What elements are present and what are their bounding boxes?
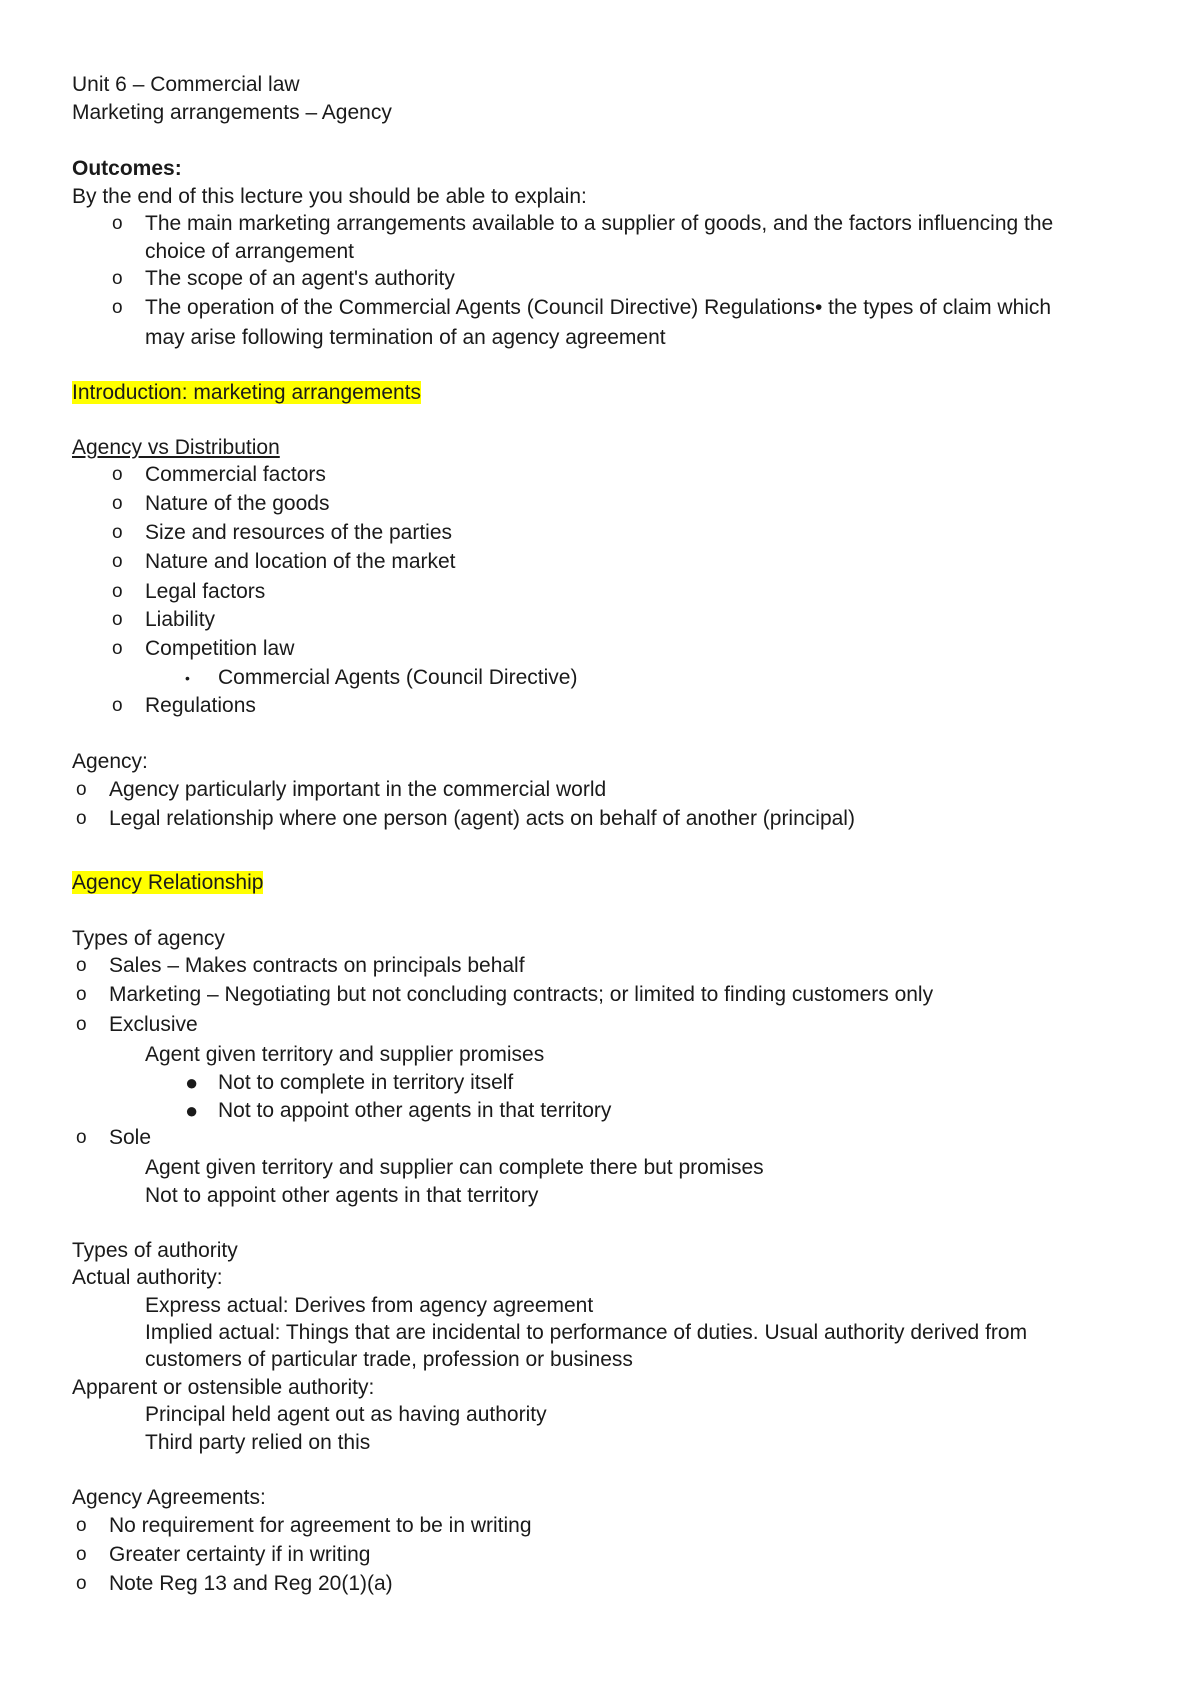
agreement-item-2: Greater certainty if in writing: [109, 1543, 371, 1566]
list-marker-circle: o: [112, 268, 123, 289]
sole-description-1: Agent given territory and supplier can complete there but promises: [145, 1156, 764, 1179]
apparent-authority-label: Apparent or ostensible authority:: [72, 1376, 375, 1399]
list-marker-circle: o: [112, 522, 123, 543]
exclusive-promise-1: Not to complete in territory itself: [218, 1071, 514, 1094]
relationship-heading: [72, 869, 263, 897]
implied-actual-cont: customers of particular trade, profession or business: [145, 1348, 633, 1371]
list-marker-circle: o: [112, 297, 123, 318]
list-marker-circle: o: [112, 213, 123, 234]
factor-item-8: Regulations: [145, 694, 256, 717]
agency-type-marketing: Marketing – Negotiating but not concluding contracts; or limited to finding customers only: [109, 983, 934, 1006]
list-marker-circle: o: [112, 695, 123, 716]
list-marker-circle: o: [76, 1014, 87, 1035]
list-marker-bullet: ●: [185, 1070, 199, 1095]
implied-actual: Implied actual: Things that are incidental to performance of duties. Usual authority derived from: [145, 1321, 1028, 1344]
list-marker-dot: •: [185, 670, 190, 686]
outcome-item-2: The scope of an agent's authority: [145, 267, 455, 290]
agreement-item-1: No requirement for agreement to be in writing: [109, 1514, 532, 1537]
factor-item-2: Nature of the goods: [145, 492, 330, 515]
outcomes-heading: Outcomes:: [72, 157, 182, 180]
factor-item-7: Competition law: [145, 637, 295, 660]
actual-authority-label: Actual authority:: [72, 1266, 223, 1289]
list-marker-circle: o: [112, 638, 123, 659]
factor-item-6: Liability: [145, 608, 216, 631]
agency-vs-distribution-subheading: Agency vs Distribution: [72, 436, 280, 459]
document-subtitle: Marketing arrangements – Agency: [72, 101, 392, 124]
agency-label: Agency:: [72, 750, 148, 773]
apparent-item-1: Principal held agent out as having authority: [145, 1403, 547, 1426]
unit-title: Unit 6 – Commercial law: [72, 73, 300, 96]
agency-item-1: Agency particularly important in the commercial world: [109, 778, 607, 801]
list-marker-circle: o: [76, 1544, 87, 1565]
intro-heading: [72, 379, 421, 407]
express-actual: Express actual: Derives from agency agreement: [145, 1294, 594, 1317]
types-of-authority-label: Types of authority: [72, 1239, 238, 1262]
list-marker-circle: o: [112, 493, 123, 514]
agency-agreements-label: Agency Agreements:: [72, 1486, 266, 1509]
apparent-item-2: Third party relied on this: [145, 1431, 371, 1454]
list-marker-circle: o: [76, 1573, 87, 1594]
exclusive-description: Agent given territory and supplier promises: [145, 1043, 545, 1066]
factor-item-4: Nature and location of the market: [145, 550, 456, 573]
list-marker-circle: o: [76, 808, 87, 829]
list-marker-circle: o: [76, 984, 87, 1005]
list-marker-circle: o: [76, 1515, 87, 1536]
list-marker-circle: o: [76, 779, 87, 800]
outcome-item-3: The operation of the Commercial Agents (Council Directive) Regulations• the types of claim which: [145, 296, 1052, 319]
outcome-item-3-cont: may arise following termination of an agency agreement: [145, 326, 666, 349]
agency-type-sales: Sales – Makes contracts on principals behalf: [109, 954, 525, 977]
sole-description-2: Not to appoint other agents in that territory: [145, 1184, 539, 1207]
agency-type-sole: Sole: [109, 1126, 152, 1149]
outcome-item-1: The main marketing arrangements available to a supplier of goods, and the factors influencing the: [145, 212, 1054, 235]
outcomes-intro: By the end of this lecture you should be able to explain:: [72, 185, 587, 208]
highlighted-heading: Agency Relationship: [72, 871, 264, 894]
list-marker-circle: o: [76, 1127, 87, 1148]
list-marker-circle: o: [112, 551, 123, 572]
agency-item-2: Legal relationship where one person (agent) acts on behalf of another (principal): [109, 807, 855, 830]
list-marker-circle: o: [112, 609, 123, 630]
highlighted-heading: Introduction: marketing arrangements: [72, 381, 422, 404]
list-marker-bullet: ●: [185, 1098, 199, 1123]
factor-item-5: Legal factors: [145, 580, 266, 603]
types-of-agency-label: Types of agency: [72, 927, 225, 950]
list-marker-circle: o: [76, 955, 87, 976]
factor-item-1: Commercial factors: [145, 463, 326, 486]
list-marker-circle: o: [112, 581, 123, 602]
factor-item-3: Size and resources of the parties: [145, 521, 453, 544]
outcome-item-1-cont: choice of arrangement: [145, 240, 354, 263]
exclusive-promise-2: Not to appoint other agents in that territory: [218, 1099, 612, 1122]
factor-subitem: Commercial Agents (Council Directive): [218, 666, 578, 689]
agency-type-exclusive: Exclusive: [109, 1013, 198, 1036]
agreement-item-3: Note Reg 13 and Reg 20(1)(a): [109, 1572, 393, 1595]
list-marker-circle: o: [112, 464, 123, 485]
